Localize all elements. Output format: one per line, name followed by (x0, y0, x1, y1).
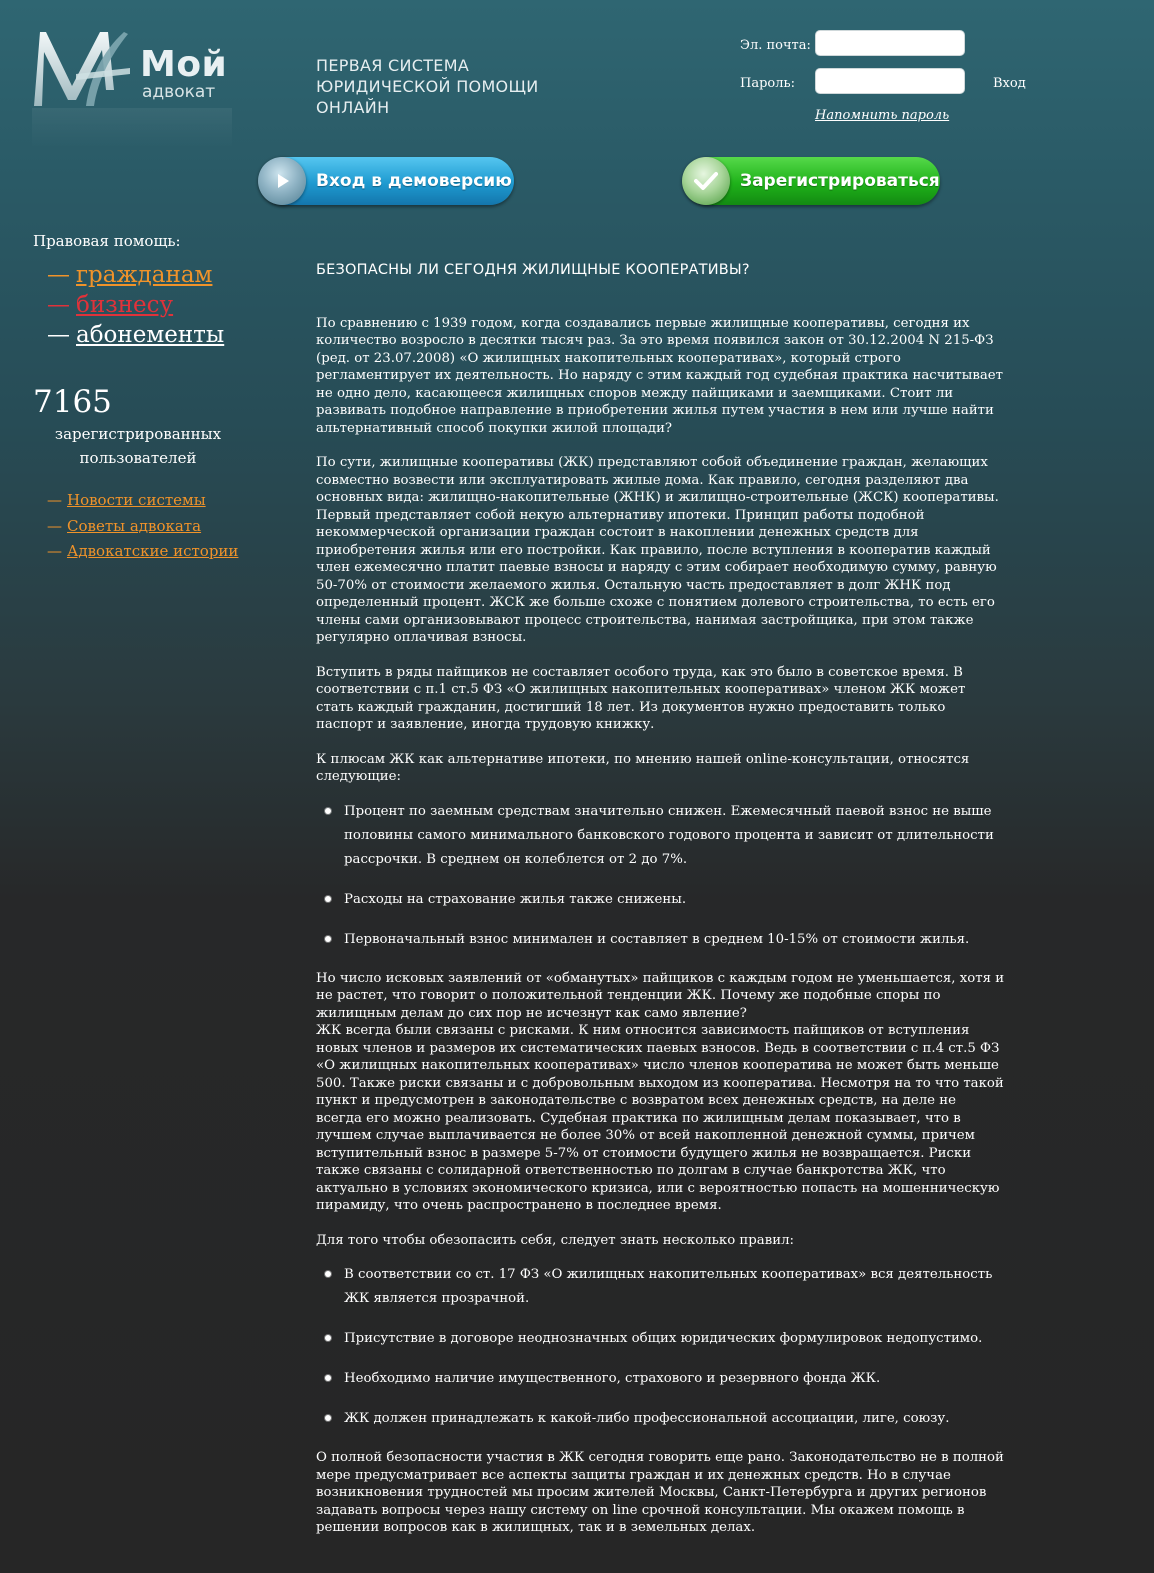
article (316, 262, 1006, 1554)
site-tagline (316, 55, 576, 118)
rules-list (316, 1263, 1006, 1431)
demo-button-label: Вход в демоверсию (316, 171, 512, 191)
list-item: Расходы на страхование жилья также снижены. (344, 888, 1006, 912)
register-button[interactable] (684, 157, 940, 205)
dash: — (47, 542, 62, 560)
category-item-citizens (47, 260, 273, 290)
article-paragraph: Для того чтобы обезопасить себя, следует знать несколько правил: (316, 1232, 795, 1248)
category-item-subscriptions (47, 320, 273, 350)
email-label: Эл. почта: (740, 38, 811, 53)
demo-button[interactable] (260, 157, 514, 205)
logo-subtitle: адвокат (142, 82, 216, 102)
category-link-subscriptions[interactable]: абонементы (76, 322, 225, 348)
list-item: Первоначальный взнос минимален и составляет в среднем 10-15% от стоимости жилья. (344, 928, 1006, 952)
sidebar-link-item (47, 539, 273, 565)
list-item: Необходимо наличие имущественного, страхового и резервного фонда ЖК. (344, 1367, 1006, 1391)
dash: — (47, 262, 70, 288)
dash: — (47, 292, 70, 318)
article-paragraph: Вступить в ряды пайщиков не составляет особого труда, как это было в советское время. В соответствии с п.1 ст.5 ФЗ «О жилищных накопительных кооперативах» членом ЖК может стать каждый гражданин, достигший 18 лет. Из документов нужно предоставить только паспорт и заявление, иногда трудовую книжку. (316, 664, 966, 732)
dash: — (47, 516, 62, 535)
article-paragraph: По сравнению с 1939 годом, когда создавались первые жилищные кооперативы, сегодня их количество возросло в десятки тысяч раз. За это время появился закон от 30.12.2004 N 215-ФЗ (ред. от 23.07.2008) «О жилищных накопительных кооперативах», который строго регламентирует их деятельность. Но наряду с этим каждый год судебная практика насчитывает не одно дело, касающееся жилищных споров между пайщиками и заемщиками. Стоит ли развивать подобное направление в приобретении жилья путем участия в нем или лучше найти альтернативный способ покупки жилой площади? (316, 315, 1003, 436)
article-title: БЕЗОПАСНЫ ЛИ СЕГОДНЯ ЖИЛИЩНЫЕ КООПЕРАТИВЫ? (316, 262, 750, 278)
category-list (47, 260, 273, 350)
article-paragraph: По сути, жилищные кооперативы (ЖК) представляют собой объединение граждан, желающих совместно возвести или эксплуатировать жилые дома. Как правило, сегодня разделяют два основных вида: жилищно-накопительные (ЖНК) и жилищно-строительные (ЖСК) кооперативы. Первый представляет собой некую альтернативу ипотеки. Принцип работы подобной некоммерческой организации граждан состоит в накоплении денежных средств для приобретения жилья или его постройки. Как правило, после вступления в кооператив каждый член ежемесячно платит паевые взносы и наряду с этим собирает необходимую сумму, равную 50-70% от стоимости желаемого жилья. Остальную часть предоставляет в долг ЖНК под определенный процент. ЖСК же больше схоже с понятием долевого строительства, то есть его члены сами организовывают процесс строительства, нанимая застройщика, при этом также регулярно оплачивая взносы. (316, 455, 999, 645)
password-field[interactable] (815, 68, 965, 94)
list-item: Процент по заемным средствам значительно снижен. Ежемесячный паевой взнос не выше половины самого минимального банковского годового процента и зависит от длительности рассрочки. В среднем он колеблется от 2 до 7%. (344, 800, 1006, 872)
login-button[interactable]: Вход (993, 76, 1026, 91)
pros-list (316, 800, 1006, 952)
lawyer-tips-link[interactable]: Советы адвоката (67, 516, 202, 535)
article-paragraph: К плюсам ЖК как альтернативе ипотеки, по мнению нашей online-консультации, относятся следующие: (316, 751, 970, 784)
user-count-label-line: пользователей (79, 449, 197, 467)
logo-mark-icon (32, 28, 132, 110)
article-paragraph: ЖК всегда были связаны с рисками. К ним относится зависимость пайщиков от вступления новых членов и размеров их систематических паевых взносов. Ведь в соответствии с п.4 ст.5 ФЗ «О жилищных накопительных кооперативах» число членов кооператива не может быть меньше 500. Также риски связаны и с добровольным выходом из кооператива. Несмотря на то что такой пункт и предусмотрен в законодательстве с возвратом всех денежных средств, на деле не всегда его можно реализовать. Судебная практика по жилищным делам показывает, что в лучшем случае выплачивается не более 30% от всей накопленной денежной суммы, причем вступительный взнос в размере 5-7% от стоимости будущего жилья не возвращается. Риски также связаны с солидарной ответственностью по долгам в случае банкротства ЖК, что актуально в условиях экономического кризиса, или с вероятностью попасть на мошенническую пирамиду, что очень распространено в последнее время. (316, 1023, 1004, 1213)
tagline-line: ПЕРВАЯ СИСТЕМА (316, 56, 470, 75)
sidebar-links (47, 488, 273, 565)
category-item-business (47, 290, 273, 320)
logo-reflection (32, 108, 232, 148)
news-link[interactable]: Новости системы (67, 491, 206, 509)
user-count-label (53, 422, 223, 470)
sidebar-link-item (47, 488, 273, 514)
remind-password-link[interactable]: Напомнить пароль (815, 108, 950, 123)
lawyer-stories-link[interactable]: Адвокатские истории (67, 542, 239, 560)
site-logo[interactable] (32, 28, 232, 138)
sidebar-link-item (47, 514, 273, 540)
category-link-business[interactable]: бизнесу (76, 292, 174, 318)
list-item: В соответствии со ст. 17 ФЗ «О жилищных накопительных кооперативах» вся деятельность ЖК является прозрачной. (344, 1263, 1006, 1311)
password-label: Пароль: (740, 76, 795, 91)
user-count-label-line: зарегистрированных (54, 425, 222, 443)
tagline-line: ОНЛАЙН (316, 98, 390, 117)
user-count: 7165 (33, 384, 112, 420)
sidebar-title: Правовая помощь: (33, 232, 181, 250)
article-paragraph: Но число исковых заявлений от «обманутых» пайщиков с каждым годом не уменьшается, хотя и не растет, что говорит о положительной тенденции ЖК. Почему же подобные споры по жилищным делам до сих пор не исчезнут как само явление? (316, 970, 1005, 1021)
dash: — (47, 322, 70, 348)
logo-title: Мой (140, 44, 228, 85)
email-field[interactable] (815, 30, 965, 56)
sidebar (33, 232, 273, 565)
category-link-citizens[interactable]: гражданам (76, 262, 213, 288)
dash: — (47, 491, 62, 509)
play-icon (258, 157, 306, 205)
register-button-label: Зарегистрироваться (740, 171, 940, 191)
list-item: ЖК должен принадлежать к какой-либо профессиональной ассоциации, лиге, союзу. (344, 1407, 1006, 1431)
checkmark-icon (682, 157, 730, 205)
tagline-line: ЮРИДИЧЕСКОЙ ПОМОЩИ (316, 77, 539, 96)
article-paragraph: О полной безопасности участия в ЖК сегодня говорить еще рано. Законодательство не в полной мере предусматривает все аспекты защиты граждан и их денежных средств. Но в случае возникновения трудностей мы просим жителей Москвы, Санкт-Петербурга и других регионов задавать вопросы через нашу систему on line срочной консультации. Мы окажем помощь в решении вопросов как в жилищных, так и в земельных делах. (316, 1450, 1004, 1535)
list-item: Присутствие в договоре неоднозначных общих юридических формулировок недопустимо. (344, 1327, 1006, 1351)
